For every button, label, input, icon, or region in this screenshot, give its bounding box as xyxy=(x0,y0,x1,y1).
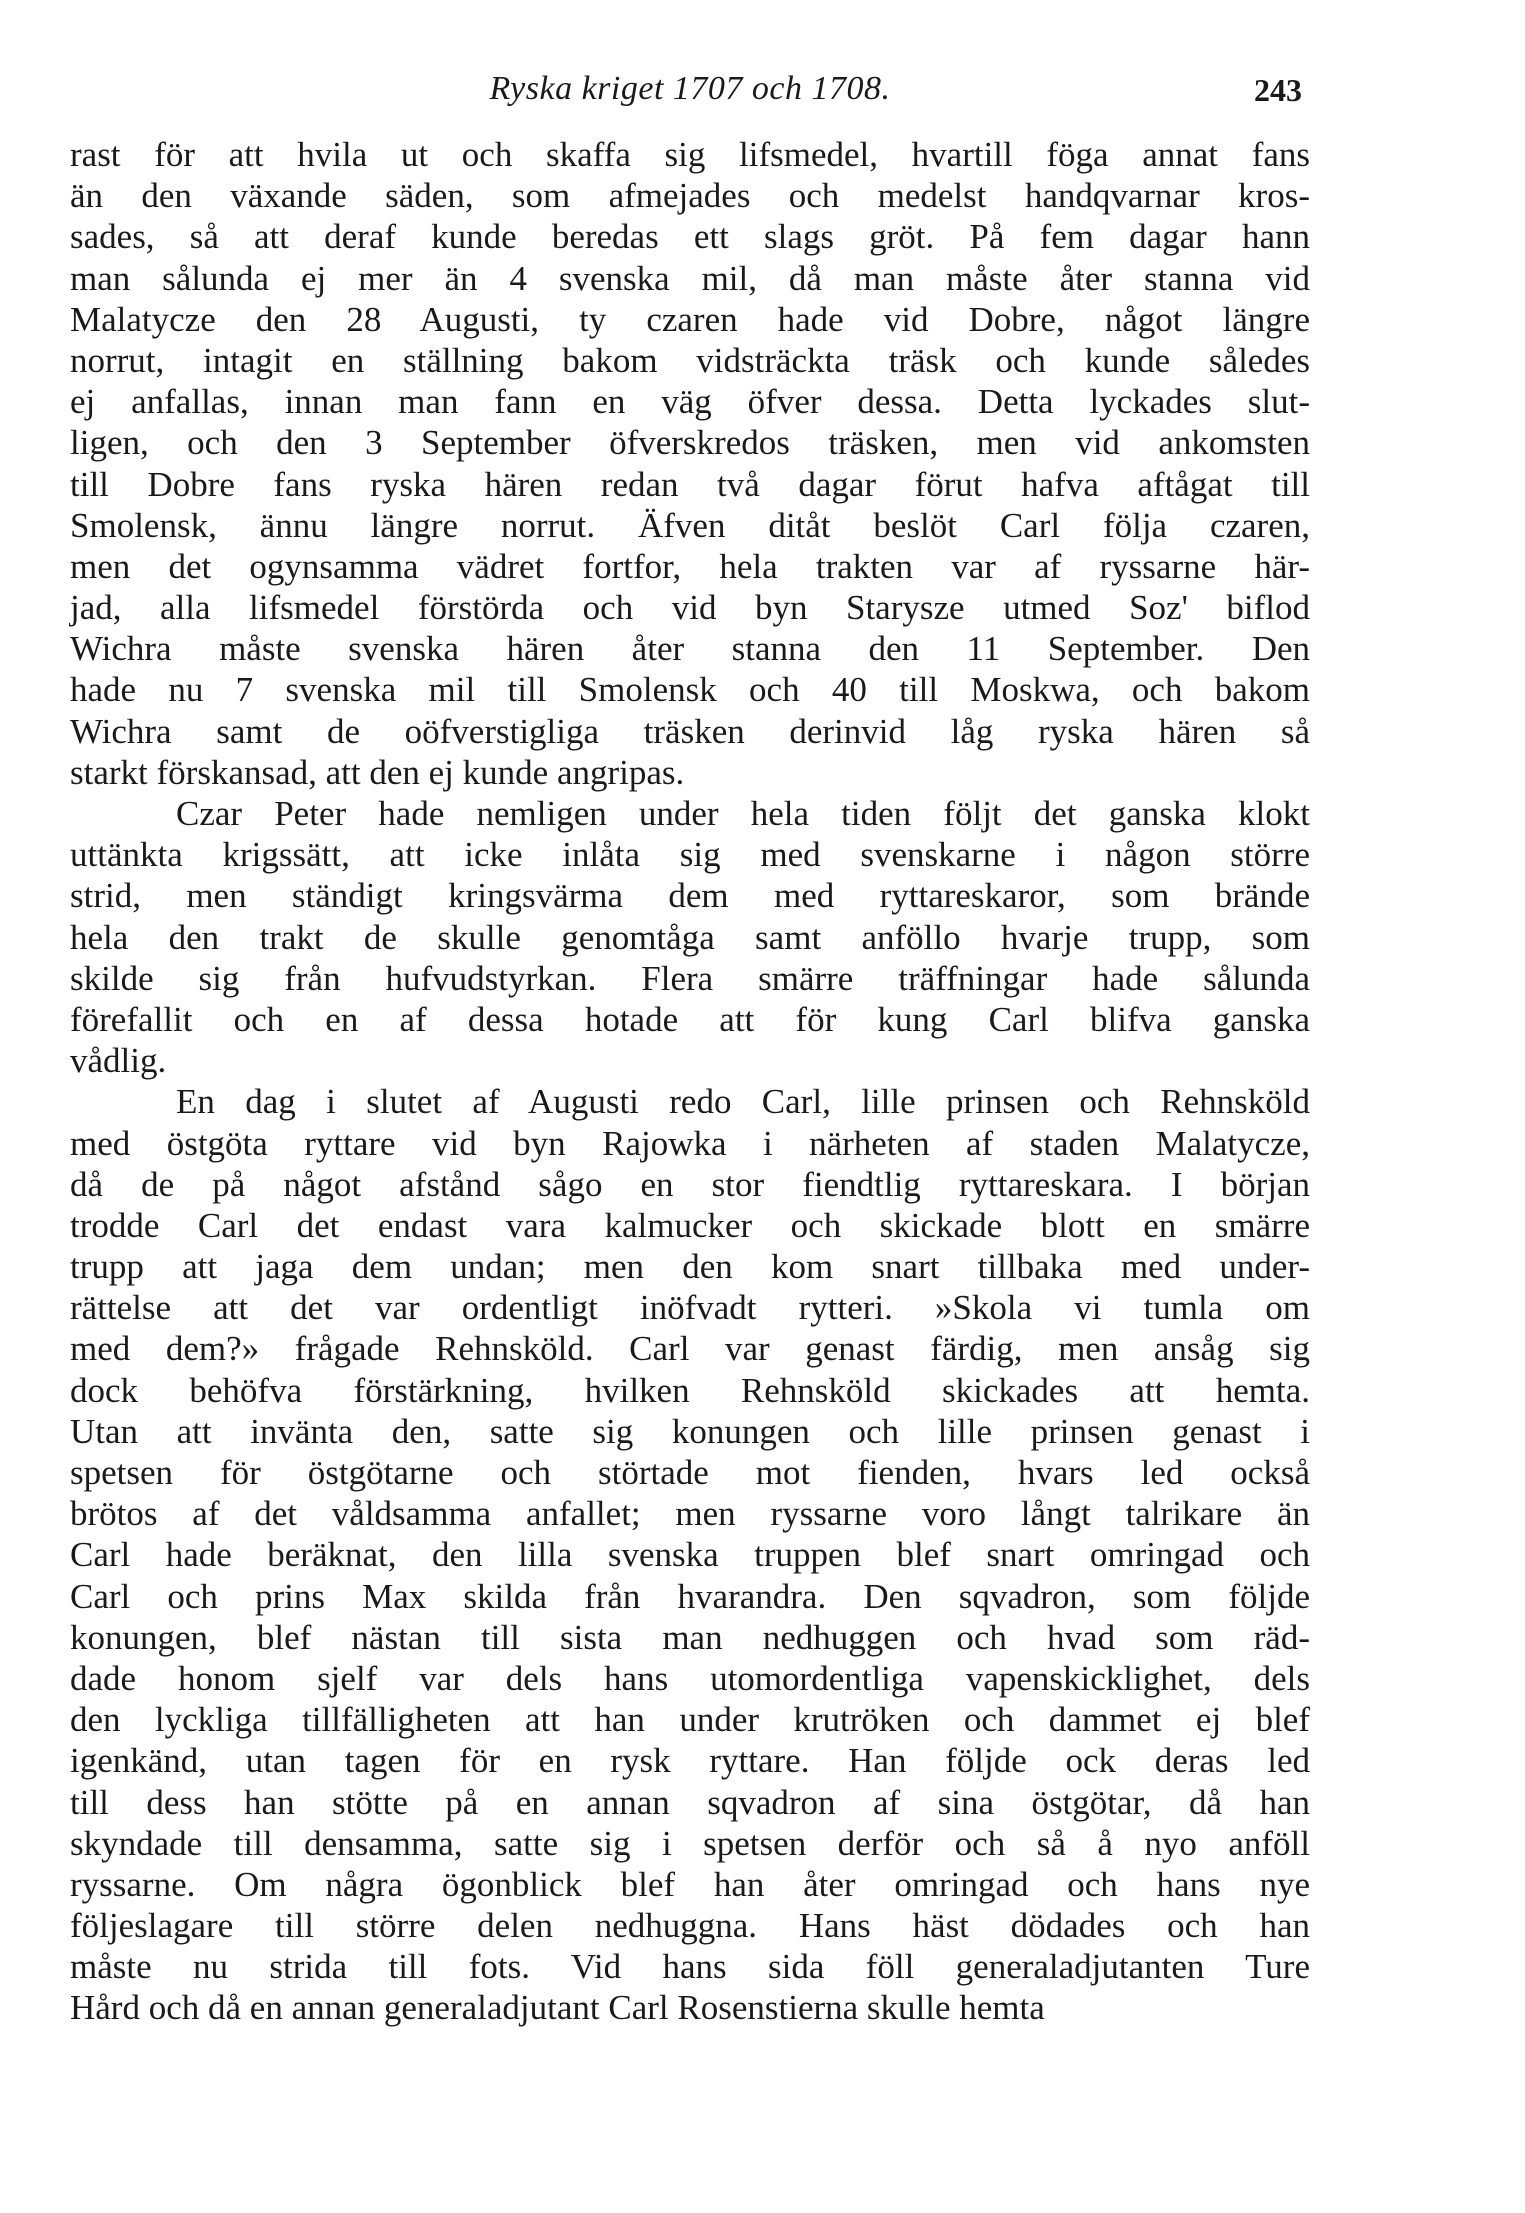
text-line: dock behöfva förstärkning, hvilken Rehnsköld skickades att hemta. xyxy=(70,1370,1310,1410)
text-line: spetsen för östgötarne och störtade mot fienden, hvars led också xyxy=(70,1453,1310,1492)
text-line: dade honom sjelf var dels hans utomordentliga vapenskicklighet, dels xyxy=(70,1658,1310,1698)
text-line: måste nu strida till fots. Vid hans sida föll generaladjutanten Ture xyxy=(70,1947,1310,1987)
running-head xyxy=(70,62,1310,112)
text-line: än den växande säden, som afmejades och medelst handqvarnar kros- xyxy=(70,176,1310,216)
text-line: rättelse att det var ordentligt inöfvadt rytteri. »Skola vi tumla om xyxy=(70,1288,1310,1328)
text-line: hela den trakt de skulle genomtåga samt anföllo hvarje trupp, som xyxy=(70,917,1310,957)
text-line: man sålunda ej mer än 4 svenska mil, då man måste åter stanna vid xyxy=(70,258,1310,298)
text-line: trupp att jaga dem undan; men den kom snart tillbaka med under- xyxy=(70,1247,1310,1287)
text-line: Wichra samt de oöfverstigliga träsken derinvid låg ryska hären så xyxy=(70,711,1310,751)
text-line: starkt förskansad, att den ej kunde angripas. xyxy=(70,752,685,792)
text-line: konungen, blef nästan till sista man nedhuggen och hvad som räd- xyxy=(70,1617,1310,1657)
text-line: Smolensk, ännu längre norrut. Äfven ditåt beslöt Carl följa czaren, xyxy=(70,505,1310,545)
text-line: trodde Carl det endast vara kalmucker och skickade blott en smärre xyxy=(70,1205,1310,1245)
text-line: Hård och då en annan generaladjutant Carl Rosenstierna skulle hemta xyxy=(70,1988,1045,2028)
text-line: till dess han stötte på en annan sqvadron af sina östgötar, då han xyxy=(70,1782,1310,1822)
text-line: Malatycze den 28 Augusti, ty czaren hade vid Dobre, något längre xyxy=(70,299,1310,339)
text-line: förefallit och en af dessa hotade att för kung Carl blifva ganska xyxy=(70,999,1310,1039)
paragraph xyxy=(70,1081,1310,2028)
text-line: Carl och prins Max skilda från hvarandra. Den sqvadron, som följde xyxy=(70,1576,1310,1616)
running-title: Ryska kriget 1707 och 1708. xyxy=(489,70,891,107)
text-line: brötos af det våldsamma anfallet; men ryssarne voro långt talrikare än xyxy=(70,1494,1310,1534)
text-line: igenkänd, utan tagen för en rysk ryttare. Han följde ock deras led xyxy=(70,1741,1310,1781)
text-line: den lyckliga tillfälligheten att han under krutröken och dammet ej blef xyxy=(70,1700,1310,1740)
text-line: till Dobre fans ryska hären redan två dagar förut hafva aftågat till xyxy=(70,464,1310,504)
text-line: Carl hade beräknat, den lilla svenska truppen blef snart omringad och xyxy=(70,1535,1310,1575)
text-line: norrut, intagit en ställning bakom vidsträckta träsk och kunde således xyxy=(70,340,1310,380)
text-line: med östgöta ryttare vid byn Rajowka i närheten af staden Malatycze, xyxy=(70,1123,1310,1163)
text-line: sades, så att deraf kunde beredas ett slags gröt. På fem dagar hann xyxy=(70,217,1310,257)
paragraph xyxy=(70,134,1310,793)
text-line: Utan att invänta den, satte sig konungen och lille prinsen genast i xyxy=(70,1411,1310,1451)
text-line: uttänkta krigssätt, att icke inlåta sig med svenskarne i någon större xyxy=(70,835,1310,875)
text-line: ligen, och den 3 September öfverskredos träsken, men vid ankomsten xyxy=(70,423,1310,463)
text-line: ryssarne. Om några ögonblick blef han åter omringad och hans nye xyxy=(70,1864,1310,1904)
page-number: 243 xyxy=(1254,72,1302,108)
body-text xyxy=(70,134,1310,2029)
text-line: följeslagare till större delen nedhuggna. Hans häst dödades och han xyxy=(70,1906,1310,1946)
text-line: då de på något afstånd sågo en stor fiendtlig ryttareskara. I början xyxy=(70,1164,1310,1204)
text-line: jad, alla lifsmedel förstörda och vid byn Starysze utmed Soz' biflod xyxy=(70,588,1310,628)
text-line: En dag i slutet af Augusti redo Carl, lille prinsen och Rehnsköld xyxy=(176,1082,1310,1122)
text-line: med dem?» frågade Rehnsköld. Carl var genast färdig, men ansåg sig xyxy=(70,1329,1310,1369)
text-line: Wichra måste svenska hären åter stanna den 11 September. Den xyxy=(70,629,1310,669)
text-line: hade nu 7 svenska mil till Smolensk och 40 till Moskwa, och bakom xyxy=(70,670,1310,710)
text-line: Czar Peter hade nemligen under hela tiden följt det ganska klokt xyxy=(176,794,1310,833)
text-line: men det ogynsamma vädret fortfor, hela trakten var af ryssarne här- xyxy=(70,546,1310,586)
text-line: skyndade till densamma, satte sig i spetsen derför och så å nyo anföll xyxy=(70,1823,1310,1863)
text-line: vådlig. xyxy=(70,1041,167,1081)
text-line: skilde sig från hufvudstyrkan. Flera smärre träffningar hade sålunda xyxy=(70,958,1310,998)
text-line: rast för att hvila ut och skaffa sig lifsmedel, hvartill föga annat fans xyxy=(70,135,1310,174)
paragraph xyxy=(70,793,1310,1081)
text-line: ej anfallas, innan man fann en väg öfver dessa. Detta lyckades slut- xyxy=(70,382,1310,422)
text-line: strid, men ständigt kringsvärma dem med ryttareskaror, som brände xyxy=(70,876,1310,916)
